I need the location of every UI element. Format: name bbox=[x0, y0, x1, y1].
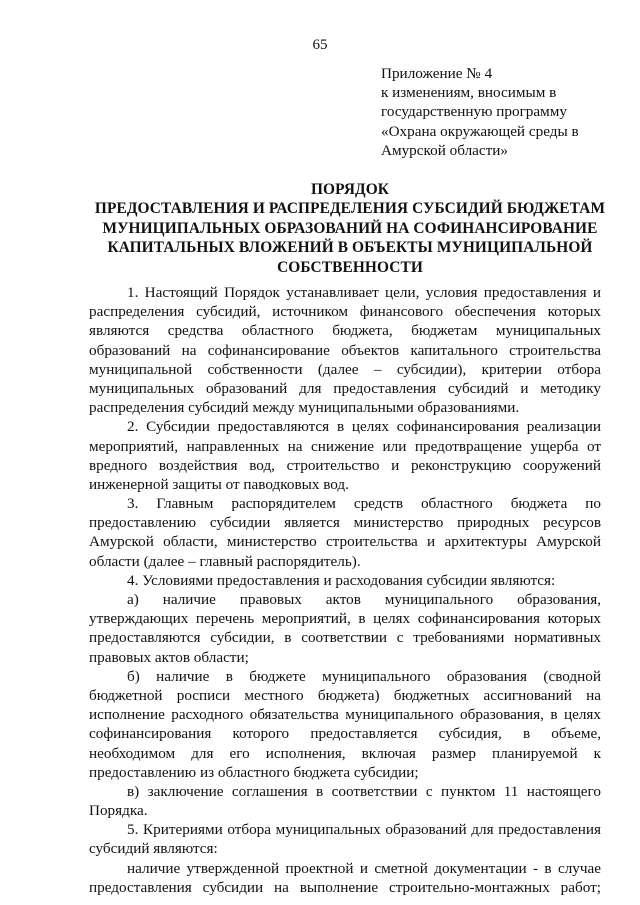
paragraph-line: б) наличие в бюджете муниципального образования (сводной bbox=[127, 667, 601, 685]
appendix-line: Амурской области» bbox=[381, 141, 508, 159]
paragraph-line: предоставлению субсидии является министерство природных ресурсов bbox=[89, 514, 601, 532]
paragraph-line: мероприятий, направленных на снижение или предотвращение ущерба от bbox=[89, 437, 601, 455]
paragraph-line: бюджетной росписи местного бюджета) бюджетных ассигнований на bbox=[89, 686, 601, 704]
paragraph-line: образований на софинансирование объектов капитального строительства bbox=[89, 341, 601, 359]
paragraph-line: муниципальной собственности (далее – субсидии), критерии отбора bbox=[89, 360, 601, 378]
appendix-block bbox=[381, 64, 621, 160]
title-line: КАПИТАЛЬНЫХ ВЛОЖЕНИЙ В ОБЪЕКТЫ МУНИЦИПАЛЬНОЙ bbox=[107, 239, 593, 257]
paragraph-line: наличие утвержденной проектной и сметной документации - в случае bbox=[127, 859, 601, 877]
paragraph-line: а) наличие правовых актов муниципального образования, bbox=[127, 591, 601, 608]
paragraph-line: утверждающих перечень мероприятий, в целях софинансирования которых bbox=[89, 610, 601, 628]
document-title bbox=[80, 180, 620, 277]
paragraph-line: инженерной защиты от паводковых вод. bbox=[89, 475, 349, 493]
paragraph-line: 1. Настоящий Порядок устанавливает цели, условия предоставления и bbox=[127, 284, 601, 301]
paragraph-line: муниципальных образований для предоставления субсидий и методику bbox=[89, 379, 601, 397]
paragraph-line: Порядка. bbox=[89, 802, 148, 820]
paragraph-line: предоставляются субсидии, в соответствии с требованиями нормативных bbox=[89, 629, 601, 647]
paragraph-line: распределения субсидий между муниципальными образованиями. bbox=[89, 399, 520, 417]
title-line: ПРЕДОСТАВЛЕНИЯ И РАСПРЕДЕЛЕНИЯ СУБСИДИЙ БЮДЖЕТАМ bbox=[94, 200, 606, 218]
appendix-line: к изменениям, вносимым в bbox=[381, 84, 557, 102]
paragraph-line: софинансирования которого предоставляется субсидия, в объеме, bbox=[89, 725, 601, 743]
paragraph-line: распределения субсидий, источником финансового обеспечения которых bbox=[89, 303, 601, 321]
paragraph-line: в) заключение соглашения в соответствии с пунктом 11 настоящего bbox=[127, 782, 601, 800]
paragraph-line: 4. Условиями предоставления и расходования субсидии являются: bbox=[127, 571, 556, 589]
paragraph-line: субсидий являются: bbox=[89, 840, 218, 858]
paragraph-line: вредного воздействия вод, строительство и реконструкцию сооружений bbox=[89, 456, 601, 474]
paragraph-line: Амурской области, министерство строительства и архитектуры Амурской bbox=[89, 533, 601, 551]
document-body bbox=[89, 283, 601, 897]
paragraph-line: 3. Главным распорядителем средств областного бюджета по bbox=[127, 495, 601, 513]
title-line: СОБСТВЕННОСТИ bbox=[277, 258, 423, 276]
paragraph-line: необходимом для его исполнения, включая размер планируемой к bbox=[89, 744, 601, 762]
paragraph-line: исполнение расходного обязательства муниципального образования, в целях bbox=[89, 706, 601, 724]
paragraph-line: 2. Субсидии предоставляются в целях софинансирования реализации bbox=[127, 418, 601, 436]
title-line: МУНИЦИПАЛЬНЫХ ОБРАЗОВАНИЙ НА СОФИНАНСИРОВАНИЕ bbox=[102, 219, 598, 237]
paragraph-line: 5. Критериями отбора муниципальных образований для предоставления bbox=[127, 821, 601, 839]
paragraph-line: предоставлению из областного бюджета субсидии; bbox=[89, 763, 419, 781]
title-line: ПОРЯДОК bbox=[310, 181, 390, 198]
paragraph-line: являются средства областного бюджета, бюджетам муниципальных bbox=[89, 322, 601, 340]
appendix-line: Приложение № 4 bbox=[381, 65, 493, 82]
appendix-line: государственную программу bbox=[381, 103, 567, 121]
paragraph-line: правовых актов области; bbox=[89, 648, 249, 666]
paragraph-line: области (далее – главный распорядитель). bbox=[89, 552, 361, 570]
paragraph-line: предоставления субсидии на выполнение строительно-монтажных работ; bbox=[89, 878, 601, 896]
appendix-line: «Охрана окружающей среды в bbox=[381, 122, 579, 140]
page-number: 65 bbox=[312, 37, 328, 53]
